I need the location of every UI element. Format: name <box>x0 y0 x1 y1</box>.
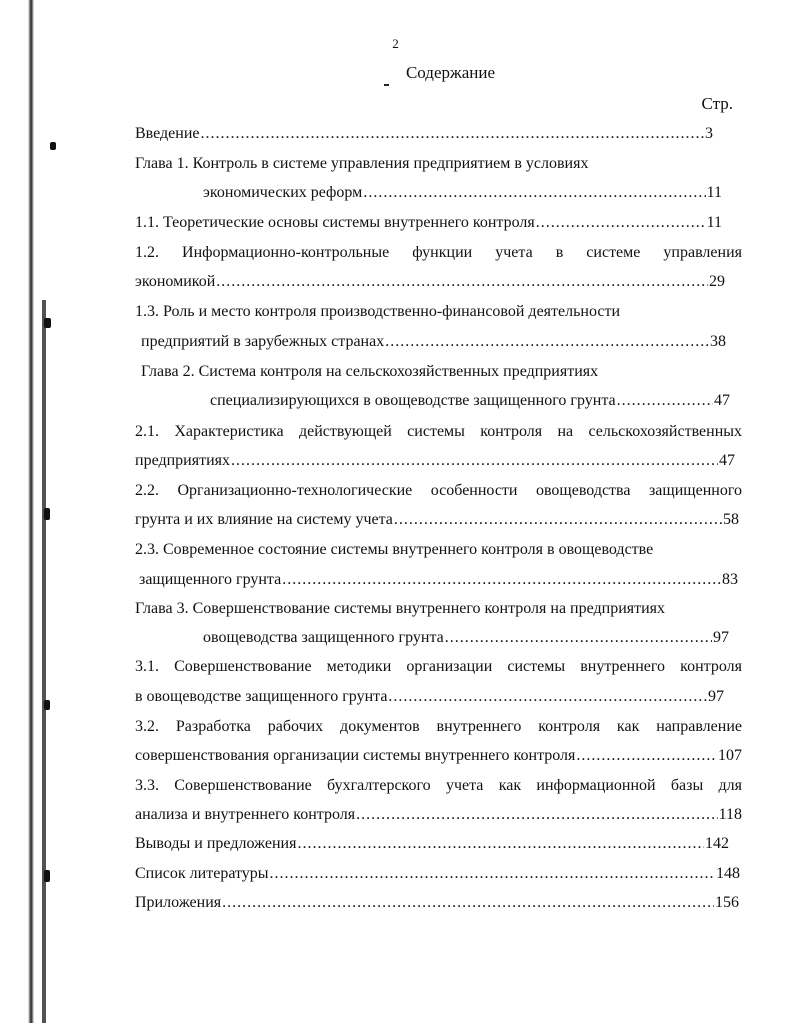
toc-entry-page: 38 <box>710 333 726 350</box>
toc-entry <box>139 570 738 590</box>
leader-dots <box>222 893 714 913</box>
leader-dots <box>201 124 705 144</box>
toc-entry <box>135 451 735 471</box>
toc-entry-heading: 2.2. Организационно-технологические особенности овощеводства защищенного <box>135 482 742 499</box>
toc-entry <box>203 628 729 648</box>
toc-entry-page: 118 <box>718 806 742 823</box>
toc-entry-heading: Глава 1. Контроль в системе управления предприятием в условиях <box>135 155 589 172</box>
toc-entry-text: в овощеводстве защищенного грунта <box>135 688 388 705</box>
scan-edge-shadow <box>42 300 46 1023</box>
leader-dots <box>356 805 718 825</box>
toc-entry-heading: 3.3. Совершенствование бухгалтерского учета как информационной базы для <box>135 777 742 794</box>
toc-entry-text: специализирующихся в овощеводстве защищенного грунта <box>210 392 616 409</box>
toc-entry-page: 97 <box>708 688 724 705</box>
toc-entry-text: защищенного грунта <box>139 571 282 588</box>
toc-entry-page: 107 <box>718 747 742 764</box>
toc-entry-page: 3 <box>705 125 713 142</box>
leader-dots <box>282 570 721 590</box>
toc-entry-page: 11 <box>706 184 722 201</box>
leader-dots <box>231 451 718 471</box>
leader-dots <box>388 687 707 707</box>
scan-speck <box>44 318 51 328</box>
toc-entry <box>135 213 722 233</box>
toc-entry-page: 156 <box>715 894 739 911</box>
leader-dots <box>297 834 704 854</box>
toc-entry <box>135 834 729 854</box>
scan-speck <box>44 508 50 520</box>
toc-entry <box>135 124 713 144</box>
toc-entry-text: Приложения <box>135 894 222 911</box>
leader-dots <box>536 213 706 233</box>
toc-entry-text: предприятиях <box>135 452 230 469</box>
toc-entry-heading: Глава 2. Система контроля на сельскохозяйственных предприятиях <box>141 363 599 380</box>
toc-entry-page: 29 <box>709 273 725 290</box>
page-number: 2 <box>392 36 399 51</box>
scan-speck <box>44 870 50 882</box>
toc-entry-text: овощеводства защищенного грунта <box>203 629 444 646</box>
toc-entry <box>141 332 726 352</box>
toc-entry-heading: Глава 3. Совершенствование системы внутреннего контроля на предприятиях <box>135 600 666 617</box>
leader-dots <box>576 746 717 766</box>
toc-entry-page: 97 <box>713 629 729 646</box>
toc-entry-heading: 3.1. Совершенствование методики организации системы внутреннего контроля <box>135 658 742 675</box>
leader-dots <box>394 510 722 530</box>
leader-dots <box>445 628 712 648</box>
toc-entry-heading: 2.1. Характеристика действующей системы контроля на сельскохозяйственных <box>135 423 742 440</box>
toc-entry-heading: 2.3. Современное состояние системы внутреннего контроля в овощеводстве <box>135 541 654 558</box>
scan-mark <box>384 84 389 86</box>
toc-entry-text: Выводы и предложения <box>135 835 297 852</box>
toc-entry <box>135 864 740 884</box>
toc-entry <box>135 893 739 913</box>
toc-entry-page: 47 <box>719 452 735 469</box>
toc-entry-page: 142 <box>705 835 729 852</box>
toc-entry <box>135 510 739 530</box>
toc-entry-text: анализа и внутреннего контроля <box>135 806 356 823</box>
toc-entry-text: грунта и их влияние на систему учета <box>135 511 393 528</box>
toc-entry <box>135 687 724 707</box>
leader-dots <box>270 864 715 884</box>
leader-dots <box>363 183 705 203</box>
toc-entry-heading: 3.2. Разработка рабочих документов внутреннего контроля как направление <box>135 718 742 735</box>
toc-entry-text: экономических реформ <box>203 184 363 201</box>
toc-title: Содержание <box>405 63 496 82</box>
toc-entry-heading: 1.2. Информационно-контрольные функции учета в системе управления <box>135 244 742 261</box>
toc-entry-text: совершенствования организации системы внутреннего контроля <box>135 747 576 764</box>
toc-entry <box>135 746 742 766</box>
toc-entry-text: предприятий в зарубежных странах <box>141 333 385 350</box>
toc-entry <box>135 272 725 292</box>
toc-entry <box>135 805 742 825</box>
leader-dots <box>617 391 713 411</box>
scan-speck <box>44 700 50 710</box>
scan-speck <box>50 142 56 150</box>
page-column-label: Стр. <box>701 94 733 113</box>
toc-entry-text: 1.1. Теоретические основы системы внутреннего контроля <box>135 214 535 231</box>
leader-dots <box>385 332 709 352</box>
scan-edge-shadow <box>28 0 34 1023</box>
toc-entry-page: 11 <box>706 214 722 231</box>
toc-entry-page: 47 <box>714 392 730 409</box>
toc-entry-text: Список литературы <box>135 865 269 882</box>
toc-entry-page: 58 <box>723 511 739 528</box>
leader-dots <box>216 272 708 292</box>
toc-entry <box>203 183 722 203</box>
toc-entry <box>210 391 730 411</box>
toc-entry-text: экономикой <box>135 273 216 290</box>
toc-entry-page: 83 <box>722 571 738 588</box>
toc-entry-page: 148 <box>716 865 740 882</box>
toc-entry-heading: 1.3. Роль и место контроля производственно-финансовой деятельности <box>135 303 621 320</box>
toc-entry-text: Введение <box>135 125 200 142</box>
